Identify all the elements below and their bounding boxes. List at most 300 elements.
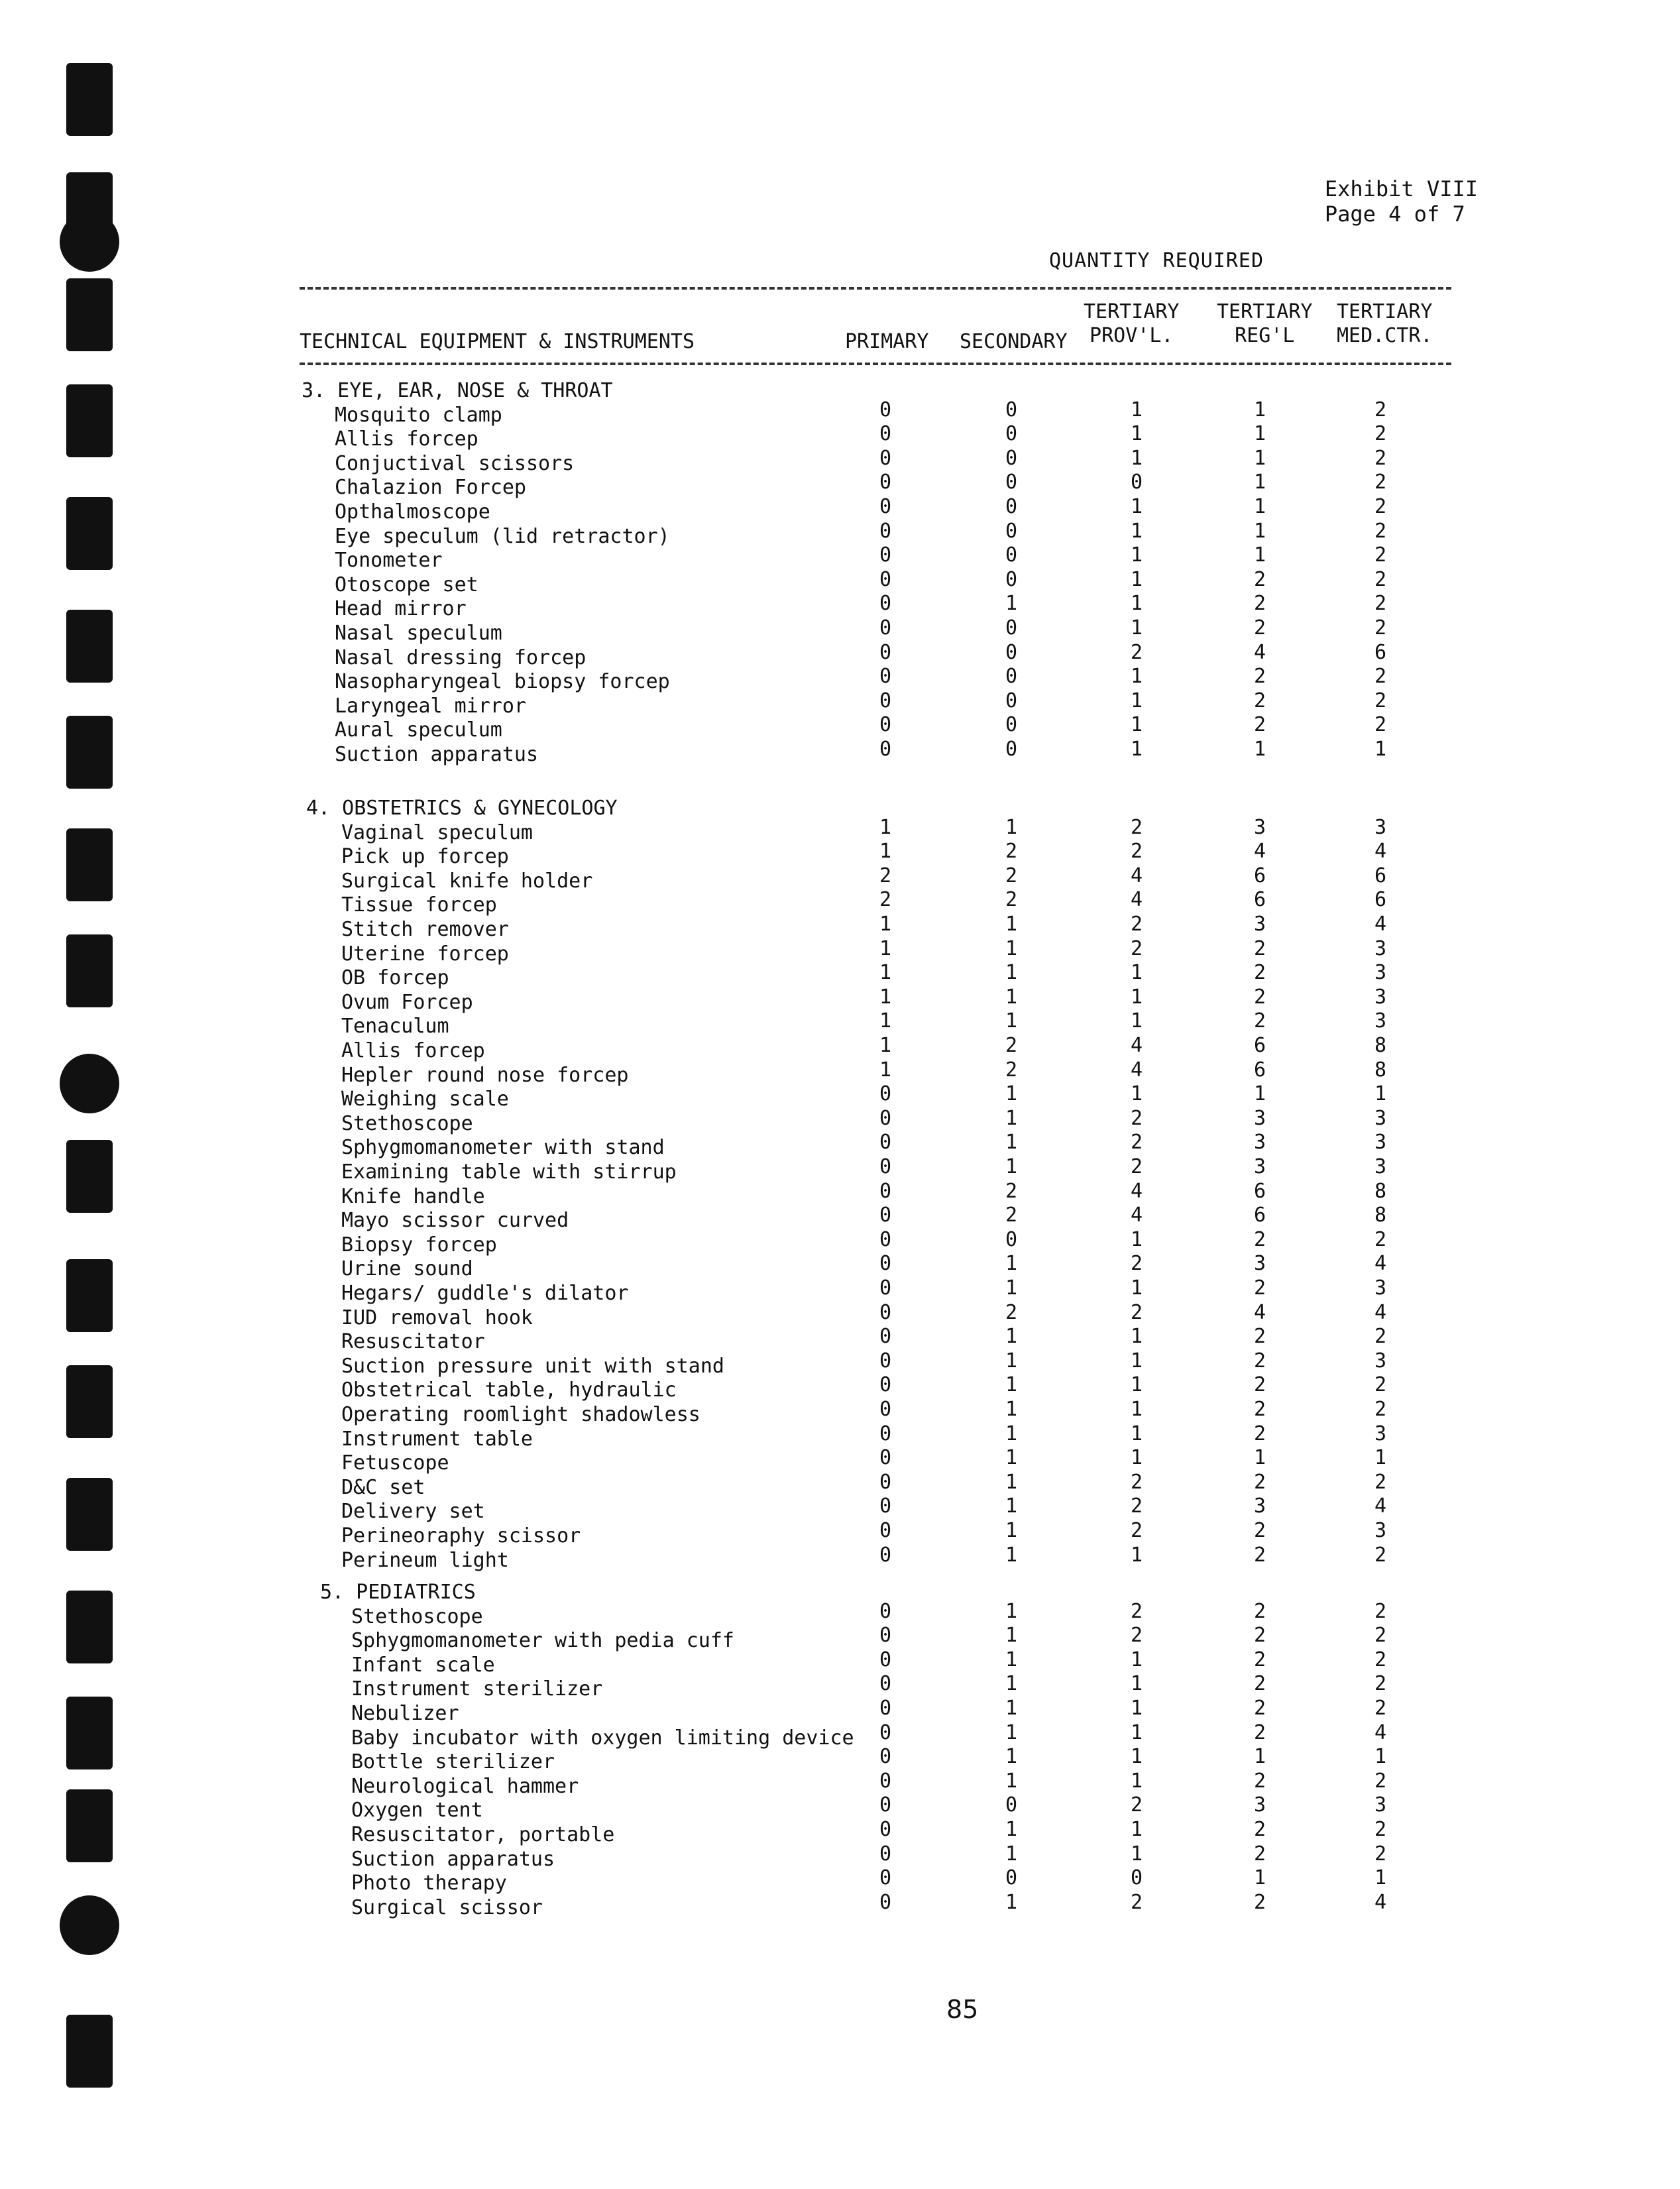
quantity-cell: 1 [1005,1446,1018,1470]
quantity-cell: 3 [1374,1349,1387,1373]
item-name: Hepler round nose forcep [341,1063,629,1087]
section-title: 3. EYE, EAR, NOSE & THROAT [302,379,613,402]
quantity-cell: 2 [1130,1890,1143,1914]
quantity-cell: 3 [1374,1276,1387,1300]
quantity-cell: 0 [1005,689,1018,712]
binding-hole [66,2015,113,2088]
quantity-cell: 0 [879,616,892,640]
item-name: Suction apparatus [351,1847,555,1871]
quantity-cell: 0 [1005,398,1018,421]
quantity-cell: 0 [1005,422,1018,446]
quantity-cell: 0 [879,1106,892,1130]
item-name: Stethoscope [351,1604,483,1628]
quantity-cell: 2 [1005,1204,1018,1227]
quantity-cell: 0 [1130,1866,1143,1890]
quantity-cell: 2 [1374,1398,1387,1421]
rule-header [300,363,1451,365]
quantity-cell: 0 [879,713,892,737]
quantity-cell: 1 [1130,592,1143,616]
quantity-cell: 2 [1374,567,1387,591]
quantity-cell: 2 [1374,616,1387,640]
quantity-cell: 0 [1005,567,1018,591]
binding-hole [66,1259,113,1332]
binding-hole [66,716,113,789]
quantity-cell: 3 [1253,1793,1266,1817]
quantity-cell: 2 [1130,1793,1143,1817]
quantity-cell: 1 [1005,1373,1018,1397]
item-name: Tonometer [335,549,443,573]
quantity-cell: 0 [879,1446,892,1470]
quantity-cell: 2 [1253,1818,1266,1841]
item-name: Sphygmomanometer with pedia cuff [351,1629,734,1653]
quantity-cell: 8 [1374,1204,1387,1227]
quantity-cell: 4 [1374,1890,1387,1914]
item-name: Bottle sterilizer [351,1750,555,1774]
quantity-cell: 2 [1253,1599,1266,1623]
quantity-cell: 0 [879,1082,892,1106]
item-name: Pick up forcep [341,845,509,869]
quantity-cell: 4 [1253,640,1266,664]
quantity-cell: 1 [1253,1082,1266,1106]
quantity-cell: 1 [1005,592,1018,616]
quantity-cell: 2 [1253,1276,1266,1300]
quantity-cell: 1 [1005,1543,1018,1567]
quantity-cell: 1 [1005,1672,1018,1696]
quantity-cell: 3 [1374,936,1387,960]
item-name: Chalazion Forcep [335,476,526,500]
quantity-cell: 1 [1130,1648,1143,1671]
item-name: Eye speculum (lid retractor) [335,524,670,548]
quantity-cell: 1 [1130,1349,1143,1373]
binding-ring [60,1895,119,1955]
quantity-cell: 3 [1374,1155,1387,1178]
quantity-cell: 2 [1253,616,1266,640]
quantity-cell: 1 [1005,1252,1018,1276]
quantity-cell: 4 [1130,1179,1143,1203]
quantity-cell: 2 [1130,1519,1143,1542]
quantity-cell: 3 [1374,1519,1387,1542]
item-name: Conjuctival scissors [335,451,575,475]
quantity-cell: 0 [879,495,892,518]
quantity-cell: 1 [1005,1494,1018,1518]
quantity-cell: 6 [1253,1034,1266,1057]
quantity-cell: 0 [879,422,892,446]
quantity-cell: 1 [1005,985,1018,1009]
quantity-cell: 2 [1253,592,1266,616]
quantity-cell: 6 [1374,640,1387,664]
quantity-cell: 1 [1005,1818,1018,1841]
quantity-cell: 1 [1005,1697,1018,1720]
quantity-cell: 1 [1005,815,1018,839]
quantity-cell: 2 [1130,1494,1143,1518]
rule-top [300,287,1451,290]
quantity-cell: 2 [1253,1769,1266,1793]
quantity-cell: 0 [879,1179,892,1203]
binding-hole [66,610,113,683]
quantity-cell: 2 [1374,1373,1387,1397]
quantity-cell: 2 [1130,1300,1143,1324]
item-name: Head mirror [335,597,467,621]
quantity-cell: 0 [879,1599,892,1623]
quantity-cell: 4 [1374,1494,1387,1518]
quantity-cell: 0 [879,1842,892,1866]
quantity-cell: 2 [1005,1058,1018,1082]
binding-hole [66,1140,113,1213]
quantity-cell: 1 [879,936,892,960]
quantity-cell: 2 [1374,495,1387,518]
quantity-cell: 1 [1253,519,1266,543]
quantity-cell: 3 [1253,815,1266,839]
quantity-cell: 1 [1130,738,1143,761]
quantity-cell: 1 [879,840,892,864]
quantity-cell: 1 [1253,1866,1266,1890]
quantity-cell: 0 [879,1543,892,1567]
item-name: Opthalmoscope [335,500,490,524]
quantity-cell: 1 [1130,616,1143,640]
binding-hole [66,934,113,1007]
quantity-cell: 0 [879,1890,892,1914]
item-name: Otoscope set [335,573,478,596]
item-name: Instrument sterilizer [351,1677,603,1701]
col-header-secondary: SECONDARY [960,330,1068,353]
quantity-cell: 2 [1130,1131,1143,1154]
item-name: Stethoscope [341,1111,473,1135]
binding-strip [27,0,133,2189]
quantity-cell: 1 [879,1058,892,1082]
quantity-cell: 2 [879,864,892,887]
item-name: Allis forcep [341,1039,485,1062]
item-name: Uterine forcep [341,942,509,966]
quantity-cell: 1 [1005,1470,1018,1494]
quantity-cell: 4 [1130,864,1143,887]
col-header-tertiary-reg: TERTIARY REG'L [1217,300,1313,347]
item-name: Perineum light [341,1548,509,1572]
quantity-cell: 6 [1253,888,1266,912]
binding-hole [66,1697,113,1769]
quantity-cell: 2 [1130,840,1143,864]
quantity-cell: 1 [1130,567,1143,591]
quantity-cell: 4 [1374,1300,1387,1324]
quantity-cell: 0 [879,689,892,712]
quantity-cell: 2 [1253,1470,1266,1494]
item-name: Urine sound [341,1257,473,1281]
quantity-cell: 0 [1005,446,1018,470]
quantity-cell: 1 [1374,1446,1387,1470]
quantity-cell: 0 [879,1422,892,1445]
quantity-cell: 2 [1253,1398,1266,1421]
quantity-cell: 1 [1130,543,1143,567]
quantity-cell: 1 [1005,913,1018,936]
quantity-cell: 0 [879,1300,892,1324]
quantity-cell: 2 [1253,1648,1266,1671]
quantity-cell: 2 [1130,1106,1143,1130]
binding-hole [66,1365,113,1438]
quantity-cell: 3 [1253,1155,1266,1178]
quantity-cell: 1 [1130,1720,1143,1744]
quantity-cell: 2 [1253,961,1266,985]
quantity-cell: 0 [879,1470,892,1494]
quantity-cell: 2 [1130,1252,1143,1276]
quantity-cell: 0 [879,1648,892,1671]
quantity-cell: 1 [1130,1818,1143,1841]
quantity-cell: 2 [1374,689,1387,712]
quantity-cell: 2 [1253,1349,1266,1373]
col-header-tertiary-prov: TERTIARY PROV'L. [1084,300,1180,347]
quantity-cell: 1 [1005,961,1018,985]
quantity-cell: 2 [1253,1422,1266,1445]
quantity-cell: 1 [1130,665,1143,689]
item-name: Ovum Forcep [341,990,473,1014]
quantity-cell: 2 [1005,864,1018,887]
binding-ring [60,212,119,272]
quantity-cell: 1 [1253,471,1266,494]
item-name: Perineoraphy scissor [341,1524,581,1547]
quantity-cell: 2 [1374,1543,1387,1567]
item-name: Resuscitator, portable [351,1823,615,1846]
quantity-cell: 0 [879,1227,892,1251]
item-name: Oxygen tent [351,1799,483,1823]
quantity-cell: 0 [879,1155,892,1178]
quantity-cell: 2 [1253,1672,1266,1696]
quantity-cell: 2 [1374,519,1387,543]
item-name: Vaginal speculum [341,820,533,844]
quantity-cell: 2 [1130,1470,1143,1494]
quantity-cell: 3 [1253,913,1266,936]
item-name: Hegars/ guddle's dilator [341,1282,629,1305]
quantity-cell: 6 [1253,864,1266,887]
quantity-cell: 1 [1374,1745,1387,1769]
quantity-cell: 1 [1253,446,1266,470]
quantity-cell: 0 [879,738,892,761]
item-name: Sphygmomanometer with stand [341,1136,665,1160]
quantity-cell: 1 [1130,1672,1143,1696]
quantity-cell: 4 [1374,913,1387,936]
quantity-cell: 1 [1005,1325,1018,1349]
item-name: Biopsy forcep [341,1233,497,1257]
quantity-cell: 2 [1253,1720,1266,1744]
quantity-cell: 0 [1005,543,1018,567]
quantity-cell: 1 [1130,398,1143,421]
item-name: Fetuscope [341,1451,449,1475]
quantity-cell: 1 [1005,1769,1018,1793]
quantity-cell: 2 [1253,936,1266,960]
quantity-cell: 1 [1130,1325,1143,1349]
quantity-cell: 0 [879,1398,892,1421]
item-name: Aural speculum [335,718,502,742]
item-name: Nebulizer [351,1702,459,1725]
quantity-cell: 2 [1253,1842,1266,1866]
quantity-cell: 1 [1130,1422,1143,1445]
quantity-cell: 2 [1253,1325,1266,1349]
quantity-cell: 6 [1253,1058,1266,1082]
binding-hole [66,384,113,457]
quantity-cell: 3 [1374,1009,1387,1033]
quantity-cell: 2 [1130,936,1143,960]
quantity-cell: 1 [879,1009,892,1033]
quantity-cell: 0 [1130,471,1143,494]
quantity-cell: 1 [1253,1745,1266,1769]
quantity-cell: 1 [1005,936,1018,960]
quantity-cell: 0 [879,1720,892,1744]
quantity-cell: 2 [1374,1672,1387,1696]
quantity-cell: 0 [1005,640,1018,664]
quantity-cell: 0 [1005,616,1018,640]
quantity-cell: 0 [879,592,892,616]
item-name: Tenaculum [341,1015,449,1038]
quantity-cell: 0 [879,1769,892,1793]
quantity-cell: 1 [1005,1131,1018,1154]
item-name: OB forcep [341,966,449,990]
quantity-cell: 0 [879,567,892,591]
quantity-cell: 1 [1130,1446,1143,1470]
quantity-cell: 1 [1130,519,1143,543]
quantity-cell: 1 [1130,961,1143,985]
quantity-cell: 3 [1374,1106,1387,1130]
quantity-cell: 2 [1005,1179,1018,1203]
quantity-cell: 1 [1005,1745,1018,1769]
quantity-cell: 0 [879,1697,892,1720]
quantity-required-label: QUANTITY REQUIRED [1049,249,1264,272]
quantity-cell: 0 [1005,495,1018,518]
quantity-cell: 3 [1374,815,1387,839]
quantity-cell: 4 [1374,1720,1387,1744]
item-name: IUD removal hook [341,1306,533,1329]
quantity-cell: 1 [1130,495,1143,518]
quantity-cell: 3 [1374,1422,1387,1445]
quantity-cell: 1 [879,913,892,936]
quantity-cell: 2 [1253,1373,1266,1397]
quantity-cell: 0 [879,1131,892,1154]
quantity-cell: 2 [1374,422,1387,446]
quantity-cell: 2 [1005,840,1018,864]
quantity-cell: 6 [1253,1204,1266,1227]
quantity-cell: 1 [1253,1446,1266,1470]
quantity-cell: 1 [1130,422,1143,446]
quantity-cell: 1 [1130,1398,1143,1421]
quantity-cell: 0 [879,1818,892,1841]
quantity-cell: 2 [1130,815,1143,839]
quantity-cell: 2 [1253,1009,1266,1033]
quantity-cell: 2 [1374,1470,1387,1494]
item-name: Laryngeal mirror [335,694,526,718]
binding-hole [66,1789,113,1862]
quantity-cell: 1 [1374,738,1387,761]
quantity-cell: 1 [1130,446,1143,470]
item-name: Stitch remover [341,918,509,941]
quantity-cell: 2 [1253,1543,1266,1567]
item-name: Photo therapy [351,1872,507,1895]
quantity-cell: 4 [1253,840,1266,864]
quantity-cell: 0 [879,1494,892,1518]
quantity-cell: 1 [1130,713,1143,737]
quantity-cell: 0 [1005,471,1018,494]
quantity-cell: 2 [1374,398,1387,421]
binding-hole [66,1591,113,1663]
item-name: Knife handle [341,1184,485,1208]
item-name: Suction pressure unit with stand [341,1354,724,1378]
quantity-cell: 0 [879,1276,892,1300]
quantity-cell: 4 [1130,1058,1143,1082]
quantity-cell: 3 [1253,1252,1266,1276]
quantity-cell: 0 [879,1745,892,1769]
col-header-tertiary-med: TERTIARY MED.CTR. [1337,300,1433,347]
quantity-cell: 2 [1253,985,1266,1009]
quantity-cell: 1 [1005,1082,1018,1106]
item-name: Operating roomlight shadowless [341,1403,700,1426]
quantity-cell: 0 [1005,1866,1018,1890]
quantity-cell: 0 [879,519,892,543]
quantity-cell: 3 [1374,961,1387,985]
quantity-cell: 8 [1374,1058,1387,1082]
quantity-cell: 0 [879,665,892,689]
item-name: Suction apparatus [335,743,539,766]
quantity-cell: 1 [1374,1866,1387,1890]
quantity-cell: 3 [1253,1131,1266,1154]
quantity-cell: 0 [1005,519,1018,543]
col-header-item: TECHNICAL EQUIPMENT & INSTRUMENTS [300,330,695,353]
quantity-cell: 3 [1253,1494,1266,1518]
quantity-cell: 6 [1253,1179,1266,1203]
item-name: Examining table with stirrup [341,1160,677,1184]
quantity-cell: 0 [879,1325,892,1349]
quantity-cell: 1 [1005,1648,1018,1671]
binding-hole [66,828,113,901]
quantity-cell: 0 [1005,738,1018,761]
quantity-cell: 0 [1005,665,1018,689]
quantity-cell: 1 [1005,1155,1018,1178]
quantity-cell: 4 [1130,1034,1143,1057]
quantity-cell: 1 [1130,1769,1143,1793]
item-name: Nasal dressing forcep [335,645,587,669]
quantity-cell: 3 [1374,985,1387,1009]
quantity-cell: 0 [879,1672,892,1696]
item-name: Infant scale [351,1653,495,1677]
item-name: Nasopharyngeal biopsy forcep [335,670,670,694]
quantity-cell: 2 [1374,1842,1387,1866]
quantity-cell: 0 [879,1204,892,1227]
quantity-cell: 0 [879,471,892,494]
quantity-cell: 8 [1374,1034,1387,1057]
quantity-cell: 2 [1253,1697,1266,1720]
quantity-cell: 2 [1374,471,1387,494]
quantity-cell: 2 [1374,592,1387,616]
quantity-cell: 1 [1253,738,1266,761]
quantity-cell: 6 [1374,864,1387,887]
quantity-cell: 1 [1005,1842,1018,1866]
col-header-primary: PRIMARY [845,330,929,353]
quantity-cell: 1 [1253,495,1266,518]
quantity-cell: 1 [1130,1227,1143,1251]
exhibit-label: Exhibit VIII [1324,176,1478,201]
binding-hole [66,63,113,136]
quantity-cell: 2 [1253,665,1266,689]
item-name: Baby incubator with oxygen limiting device [351,1726,854,1750]
quantity-cell: 8 [1374,1179,1387,1203]
item-name: Surgical scissor [351,1895,543,1919]
binding-ring [60,1054,119,1113]
quantity-cell: 0 [879,1624,892,1648]
quantity-cell: 0 [879,446,892,470]
quantity-cell: 0 [1005,1793,1018,1817]
quantity-cell: 1 [1374,1082,1387,1106]
quantity-cell: 1 [1005,1890,1018,1914]
quantity-cell: 2 [1130,640,1143,664]
quantity-cell: 1 [1253,422,1266,446]
quantity-cell: 2 [1374,1599,1387,1623]
quantity-cell: 1 [1005,1349,1018,1373]
quantity-cell: 2 [1130,1624,1143,1648]
quantity-cell: 1 [879,961,892,985]
